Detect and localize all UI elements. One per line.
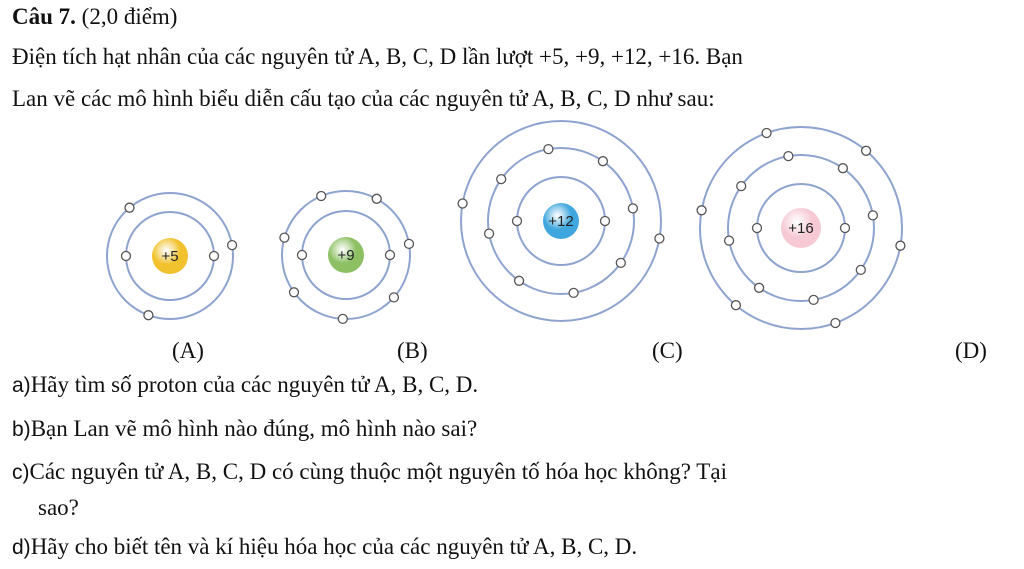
atom-caption-d: (D)	[955, 338, 987, 363]
electron	[317, 192, 326, 201]
sub-question-text: Hãy tìm số proton của các nguyên tử A, B, C, D.	[30, 372, 479, 397]
electron	[544, 145, 553, 154]
sub-question-d	[12, 532, 637, 563]
electron	[386, 251, 395, 260]
electron	[125, 203, 134, 212]
nucleus-charge: +12	[548, 213, 574, 230]
electron	[513, 217, 522, 226]
atom-model-d	[697, 127, 905, 329]
question-number: Câu 7.	[12, 4, 76, 29]
electron	[737, 182, 746, 191]
electron	[841, 224, 850, 233]
electron	[569, 288, 578, 297]
question-points: (2,0 điểm)	[75, 4, 178, 29]
electron	[896, 241, 905, 250]
nucleus-charge: +16	[788, 220, 814, 237]
electron	[458, 199, 467, 208]
sub-question-label: d)	[12, 536, 31, 559]
electron	[831, 319, 840, 328]
electron	[485, 229, 494, 238]
question-intro-line-2: Lan vẽ các mô hình biểu diễn cấu tạo của các nguyên tử A, B, C, D như sau:	[12, 86, 715, 111]
nucleus-charge: +9	[337, 247, 355, 264]
electron	[210, 252, 219, 261]
electron	[655, 234, 664, 243]
sub-question-b	[12, 414, 477, 445]
electron	[616, 258, 625, 267]
sub-question-label: b)	[12, 418, 31, 441]
electron	[372, 194, 381, 203]
question-intro-line-1: Điện tích hạt nhân của các nguyên tử A, B, C, D lần lượt +5, +9, +12, +16. Bạn	[12, 44, 743, 69]
sub-question-c	[12, 457, 727, 488]
electron	[405, 239, 414, 248]
electron	[731, 301, 740, 310]
sub-question-text: Hãy cho biết tên và kí hiệu hóa học của các nguyên tử A, B, C, D.	[30, 534, 638, 559]
electron	[389, 293, 398, 302]
atom-caption-a: (A)	[172, 338, 204, 363]
nucleus-charge: +5	[161, 248, 179, 265]
electron	[697, 206, 706, 215]
electron	[725, 236, 734, 245]
sub-question-text: Các nguyên tử A, B, C, D có cùng thuộc một nguyên tố hóa học không? Tại	[29, 459, 727, 484]
electron	[144, 311, 153, 320]
electron	[228, 241, 237, 250]
atom-model-b	[280, 191, 414, 323]
atom-caption-c: (C)	[652, 338, 683, 363]
electron	[868, 211, 877, 220]
atom-model-a	[107, 193, 237, 320]
sub-question-text: Bạn Lan vẽ mô hình nào đúng, mô hình nào sai?	[30, 416, 478, 441]
electron	[856, 265, 865, 274]
electron	[298, 251, 307, 260]
electron	[762, 129, 771, 138]
electron	[280, 233, 289, 242]
electron	[598, 157, 607, 166]
electron	[497, 175, 506, 184]
electron	[601, 217, 610, 226]
sub-question-a	[12, 370, 478, 401]
electron	[753, 224, 762, 233]
electron	[838, 164, 847, 173]
sub-question-label: a)	[12, 374, 31, 397]
electron	[290, 288, 299, 297]
electron	[755, 283, 764, 292]
electron	[515, 276, 524, 285]
electron	[122, 252, 131, 261]
electron	[809, 295, 818, 304]
atom-caption-b: (B)	[397, 338, 428, 363]
electron	[784, 152, 793, 161]
electron	[338, 314, 347, 323]
sub-question-c-continued: sao?	[38, 495, 79, 520]
electron	[862, 146, 871, 155]
electron	[628, 204, 637, 213]
sub-question-label: c)	[12, 461, 30, 484]
atom-model-c	[458, 121, 664, 321]
